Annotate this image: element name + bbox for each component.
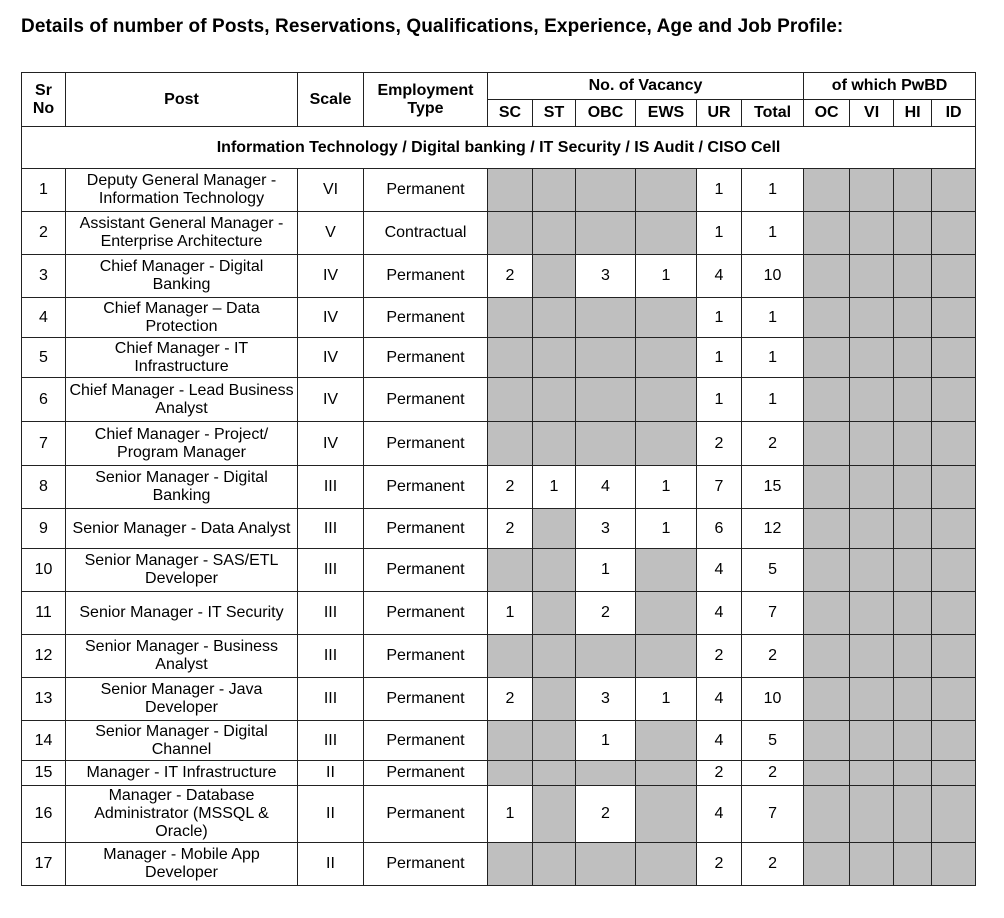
employment-type-cell: Permanent xyxy=(364,255,488,298)
st-cell xyxy=(533,843,576,886)
pwbd-hi-cell xyxy=(894,678,932,721)
obc-cell xyxy=(576,843,636,886)
ews-cell: 1 xyxy=(636,678,697,721)
sr-no-cell: 13 xyxy=(22,678,66,721)
pwbd-id-cell xyxy=(932,678,976,721)
total-cell: 5 xyxy=(742,549,804,592)
scale-cell: IV xyxy=(298,298,364,338)
st-cell xyxy=(533,378,576,422)
scale-cell: III xyxy=(298,592,364,635)
obc-cell xyxy=(576,338,636,378)
st-cell xyxy=(533,592,576,635)
pwbd-id-cell xyxy=(932,721,976,761)
sc-cell xyxy=(488,549,533,592)
table-row xyxy=(22,378,976,422)
pwbd-oc-cell xyxy=(804,338,850,378)
pwbd-vi-cell xyxy=(850,761,894,786)
ur-cell: 2 xyxy=(697,635,742,678)
sr-no-cell: 11 xyxy=(22,592,66,635)
pwbd-hi-cell xyxy=(894,843,932,886)
pwbd-vi-cell xyxy=(850,509,894,549)
ews-cell xyxy=(636,721,697,761)
sc-cell xyxy=(488,721,533,761)
st-cell xyxy=(533,721,576,761)
employment-type-cell: Permanent xyxy=(364,843,488,886)
total-cell: 1 xyxy=(742,169,804,212)
table-row xyxy=(22,422,976,466)
sr-no-cell: 5 xyxy=(22,338,66,378)
pwbd-hi-cell xyxy=(894,255,932,298)
ur-cell: 1 xyxy=(697,169,742,212)
ews-cell xyxy=(636,786,697,843)
ews-cell xyxy=(636,298,697,338)
pwbd-oc-cell xyxy=(804,378,850,422)
pwbd-vi-cell xyxy=(850,378,894,422)
post-cell: Deputy General Manager - Information Technology xyxy=(66,169,298,212)
post-cell: Manager - IT Infrastructure xyxy=(66,761,298,786)
header-ur: UR xyxy=(697,100,742,127)
employment-type-cell: Permanent xyxy=(364,678,488,721)
obc-cell xyxy=(576,761,636,786)
pwbd-oc-cell xyxy=(804,212,850,255)
post-cell: Assistant General Manager - Enterprise Architecture xyxy=(66,212,298,255)
pwbd-hi-cell xyxy=(894,786,932,843)
pwbd-id-cell xyxy=(932,509,976,549)
pwbd-hi-cell xyxy=(894,761,932,786)
obc-cell xyxy=(576,422,636,466)
employment-type-cell: Permanent xyxy=(364,338,488,378)
sr-no-cell: 6 xyxy=(22,378,66,422)
obc-cell xyxy=(576,298,636,338)
header-obc: OBC xyxy=(576,100,636,127)
pwbd-id-cell xyxy=(932,592,976,635)
header-post: Post xyxy=(66,73,298,127)
scale-cell: III xyxy=(298,635,364,678)
ur-cell: 1 xyxy=(697,338,742,378)
pwbd-oc-cell xyxy=(804,761,850,786)
pwbd-hi-cell xyxy=(894,509,932,549)
total-cell: 15 xyxy=(742,466,804,509)
header-employment-type: Employment Type xyxy=(364,73,488,127)
st-cell xyxy=(533,338,576,378)
scale-cell: IV xyxy=(298,378,364,422)
ews-cell xyxy=(636,422,697,466)
post-cell: Chief Manager - IT Infrastructure xyxy=(66,338,298,378)
sc-cell xyxy=(488,298,533,338)
ur-cell: 4 xyxy=(697,592,742,635)
pwbd-id-cell xyxy=(932,761,976,786)
obc-cell: 3 xyxy=(576,509,636,549)
sc-cell xyxy=(488,422,533,466)
sr-no-cell: 8 xyxy=(22,466,66,509)
pwbd-oc-cell xyxy=(804,466,850,509)
total-cell: 1 xyxy=(742,212,804,255)
ews-cell: 1 xyxy=(636,509,697,549)
table-row xyxy=(22,212,976,255)
post-cell: Senior Manager - SAS/ETL Developer xyxy=(66,549,298,592)
scale-cell: IV xyxy=(298,255,364,298)
post-cell: Chief Manager – Data Protection xyxy=(66,298,298,338)
sr-no-cell: 3 xyxy=(22,255,66,298)
ews-cell xyxy=(636,212,697,255)
st-cell xyxy=(533,761,576,786)
post-cell: Chief Manager - Lead Business Analyst xyxy=(66,378,298,422)
post-cell: Chief Manager - Digital Banking xyxy=(66,255,298,298)
scale-cell: III xyxy=(298,721,364,761)
ur-cell: 4 xyxy=(697,678,742,721)
ur-cell: 1 xyxy=(697,212,742,255)
section-heading: Information Technology / Digital banking / IT Security / IS Audit / CISO Cell xyxy=(22,127,976,169)
scale-cell: III xyxy=(298,509,364,549)
pwbd-oc-cell xyxy=(804,422,850,466)
sr-no-cell: 10 xyxy=(22,549,66,592)
sc-cell xyxy=(488,635,533,678)
pwbd-oc-cell xyxy=(804,255,850,298)
header-id: ID xyxy=(932,100,976,127)
st-cell: 1 xyxy=(533,466,576,509)
pwbd-oc-cell xyxy=(804,786,850,843)
employment-type-cell: Permanent xyxy=(364,721,488,761)
sr-no-cell: 17 xyxy=(22,843,66,886)
ur-cell: 4 xyxy=(697,786,742,843)
sr-no-cell: 4 xyxy=(22,298,66,338)
sr-no-cell: 7 xyxy=(22,422,66,466)
scale-cell: V xyxy=(298,212,364,255)
employment-type-cell: Permanent xyxy=(364,549,488,592)
pwbd-oc-cell xyxy=(804,169,850,212)
pwbd-vi-cell xyxy=(850,678,894,721)
st-cell xyxy=(533,678,576,721)
ur-cell: 1 xyxy=(697,298,742,338)
ews-cell: 1 xyxy=(636,255,697,298)
sr-no-cell: 1 xyxy=(22,169,66,212)
table-row xyxy=(22,509,976,549)
pwbd-id-cell xyxy=(932,378,976,422)
employment-type-cell: Permanent xyxy=(364,378,488,422)
ews-cell xyxy=(636,761,697,786)
header-hi: HI xyxy=(894,100,932,127)
table-row xyxy=(22,255,976,298)
total-cell: 5 xyxy=(742,721,804,761)
ur-cell: 6 xyxy=(697,509,742,549)
pwbd-id-cell xyxy=(932,843,976,886)
pwbd-id-cell xyxy=(932,635,976,678)
pwbd-vi-cell xyxy=(850,843,894,886)
ews-cell xyxy=(636,378,697,422)
pwbd-vi-cell xyxy=(850,422,894,466)
scale-cell: III xyxy=(298,678,364,721)
header-no-of-vacancy: No. of Vacancy xyxy=(488,73,804,100)
total-cell: 7 xyxy=(742,592,804,635)
header-sr-no: Sr No xyxy=(22,73,66,127)
pwbd-oc-cell xyxy=(804,721,850,761)
employment-type-cell: Permanent xyxy=(364,592,488,635)
obc-cell xyxy=(576,169,636,212)
pwbd-vi-cell xyxy=(850,466,894,509)
st-cell xyxy=(533,635,576,678)
total-cell: 2 xyxy=(742,635,804,678)
ur-cell: 1 xyxy=(697,378,742,422)
table-row xyxy=(22,761,976,786)
ur-cell: 4 xyxy=(697,721,742,761)
pwbd-vi-cell xyxy=(850,549,894,592)
header-sc: SC xyxy=(488,100,533,127)
sc-cell xyxy=(488,843,533,886)
employment-type-cell: Permanent xyxy=(364,761,488,786)
employment-type-cell: Permanent xyxy=(364,298,488,338)
pwbd-hi-cell xyxy=(894,635,932,678)
total-cell: 2 xyxy=(742,422,804,466)
header-vi: VI xyxy=(850,100,894,127)
total-cell: 12 xyxy=(742,509,804,549)
sc-cell xyxy=(488,212,533,255)
post-cell: Senior Manager - Data Analyst xyxy=(66,509,298,549)
pwbd-id-cell xyxy=(932,786,976,843)
pwbd-vi-cell xyxy=(850,255,894,298)
scale-cell: II xyxy=(298,786,364,843)
total-cell: 7 xyxy=(742,786,804,843)
ur-cell: 4 xyxy=(697,549,742,592)
scale-cell: IV xyxy=(298,422,364,466)
sc-cell: 1 xyxy=(488,786,533,843)
pwbd-id-cell xyxy=(932,466,976,509)
sr-no-cell: 14 xyxy=(22,721,66,761)
employment-type-cell: Permanent xyxy=(364,635,488,678)
pwbd-hi-cell xyxy=(894,169,932,212)
header-st: ST xyxy=(533,100,576,127)
scale-cell: III xyxy=(298,466,364,509)
post-cell: Senior Manager - Digital Banking xyxy=(66,466,298,509)
pwbd-oc-cell xyxy=(804,843,850,886)
pwbd-id-cell xyxy=(932,212,976,255)
pwbd-id-cell xyxy=(932,298,976,338)
obc-cell: 4 xyxy=(576,466,636,509)
total-cell: 1 xyxy=(742,298,804,338)
pwbd-hi-cell xyxy=(894,338,932,378)
vacancy-table xyxy=(21,72,976,886)
st-cell xyxy=(533,422,576,466)
total-cell: 2 xyxy=(742,843,804,886)
obc-cell: 3 xyxy=(576,255,636,298)
pwbd-oc-cell xyxy=(804,549,850,592)
obc-cell xyxy=(576,378,636,422)
total-cell: 10 xyxy=(742,255,804,298)
employment-type-cell: Contractual xyxy=(364,212,488,255)
table-row xyxy=(22,678,976,721)
sc-cell xyxy=(488,338,533,378)
pwbd-vi-cell xyxy=(850,786,894,843)
header-oc: OC xyxy=(804,100,850,127)
obc-cell: 2 xyxy=(576,786,636,843)
sc-cell xyxy=(488,761,533,786)
employment-type-cell: Permanent xyxy=(364,169,488,212)
pwbd-hi-cell xyxy=(894,466,932,509)
sr-no-cell: 16 xyxy=(22,786,66,843)
obc-cell: 1 xyxy=(576,549,636,592)
ur-cell: 2 xyxy=(697,843,742,886)
sc-cell: 2 xyxy=(488,466,533,509)
pwbd-hi-cell xyxy=(894,422,932,466)
post-cell: Senior Manager - Business Analyst xyxy=(66,635,298,678)
header-scale: Scale xyxy=(298,73,364,127)
ews-cell xyxy=(636,592,697,635)
sr-no-cell: 9 xyxy=(22,509,66,549)
table-row xyxy=(22,721,976,761)
pwbd-vi-cell xyxy=(850,635,894,678)
employment-type-cell: Permanent xyxy=(364,466,488,509)
scale-cell: III xyxy=(298,549,364,592)
sc-cell: 2 xyxy=(488,509,533,549)
table-row xyxy=(22,298,976,338)
sr-no-cell: 2 xyxy=(22,212,66,255)
ews-cell xyxy=(636,338,697,378)
pwbd-hi-cell xyxy=(894,378,932,422)
post-cell: Senior Manager - Digital Channel xyxy=(66,721,298,761)
st-cell xyxy=(533,786,576,843)
employment-type-cell: Permanent xyxy=(364,422,488,466)
ur-cell: 2 xyxy=(697,761,742,786)
table-row xyxy=(22,466,976,509)
table-row xyxy=(22,786,976,843)
total-cell: 1 xyxy=(742,338,804,378)
header-pwbd: of which PwBD xyxy=(804,73,976,100)
pwbd-oc-cell xyxy=(804,298,850,338)
pwbd-vi-cell xyxy=(850,592,894,635)
st-cell xyxy=(533,212,576,255)
pwbd-oc-cell xyxy=(804,509,850,549)
ews-cell xyxy=(636,549,697,592)
table-row xyxy=(22,635,976,678)
st-cell xyxy=(533,549,576,592)
st-cell xyxy=(533,509,576,549)
post-cell: Manager - Mobile App Developer xyxy=(66,843,298,886)
pwbd-oc-cell xyxy=(804,635,850,678)
header-total: Total xyxy=(742,100,804,127)
page-title: Details of number of Posts, Reservations, Qualifications, Experience, Age and Job Profile: xyxy=(21,16,844,37)
employment-type-cell: Permanent xyxy=(364,786,488,843)
pwbd-oc-cell xyxy=(804,678,850,721)
scale-cell: II xyxy=(298,843,364,886)
ur-cell: 4 xyxy=(697,255,742,298)
ews-cell: 1 xyxy=(636,466,697,509)
post-cell: Senior Manager - Java Developer xyxy=(66,678,298,721)
ews-cell xyxy=(636,843,697,886)
post-cell: Senior Manager - IT Security xyxy=(66,592,298,635)
pwbd-hi-cell xyxy=(894,592,932,635)
obc-cell: 3 xyxy=(576,678,636,721)
table-row xyxy=(22,592,976,635)
ur-cell: 2 xyxy=(697,422,742,466)
sr-no-cell: 12 xyxy=(22,635,66,678)
ur-cell: 7 xyxy=(697,466,742,509)
pwbd-hi-cell xyxy=(894,549,932,592)
pwbd-vi-cell xyxy=(850,298,894,338)
pwbd-hi-cell xyxy=(894,212,932,255)
post-cell: Manager - Database Administrator (MSSQL & Oracle) xyxy=(66,786,298,843)
pwbd-hi-cell xyxy=(894,721,932,761)
st-cell xyxy=(533,298,576,338)
st-cell xyxy=(533,255,576,298)
scale-cell: II xyxy=(298,761,364,786)
pwbd-id-cell xyxy=(932,255,976,298)
header-ews: EWS xyxy=(636,100,697,127)
table-row xyxy=(22,169,976,212)
sc-cell: 2 xyxy=(488,678,533,721)
scale-cell: VI xyxy=(298,169,364,212)
pwbd-vi-cell xyxy=(850,169,894,212)
sc-cell xyxy=(488,378,533,422)
obc-cell xyxy=(576,635,636,678)
pwbd-vi-cell xyxy=(850,212,894,255)
pwbd-id-cell xyxy=(932,338,976,378)
employment-type-cell: Permanent xyxy=(364,509,488,549)
ews-cell xyxy=(636,635,697,678)
pwbd-vi-cell xyxy=(850,338,894,378)
pwbd-id-cell xyxy=(932,549,976,592)
obc-cell: 2 xyxy=(576,592,636,635)
scale-cell: IV xyxy=(298,338,364,378)
total-cell: 1 xyxy=(742,378,804,422)
total-cell: 2 xyxy=(742,761,804,786)
pwbd-id-cell xyxy=(932,422,976,466)
sc-cell: 1 xyxy=(488,592,533,635)
pwbd-hi-cell xyxy=(894,298,932,338)
pwbd-id-cell xyxy=(932,169,976,212)
sr-no-cell: 15 xyxy=(22,761,66,786)
pwbd-vi-cell xyxy=(850,721,894,761)
table-row xyxy=(22,549,976,592)
table-row xyxy=(22,843,976,886)
obc-cell: 1 xyxy=(576,721,636,761)
sc-cell: 2 xyxy=(488,255,533,298)
sc-cell xyxy=(488,169,533,212)
total-cell: 10 xyxy=(742,678,804,721)
post-cell: Chief Manager - Project/ Program Manager xyxy=(66,422,298,466)
pwbd-oc-cell xyxy=(804,592,850,635)
st-cell xyxy=(533,169,576,212)
table-row xyxy=(22,338,976,378)
obc-cell xyxy=(576,212,636,255)
ews-cell xyxy=(636,169,697,212)
